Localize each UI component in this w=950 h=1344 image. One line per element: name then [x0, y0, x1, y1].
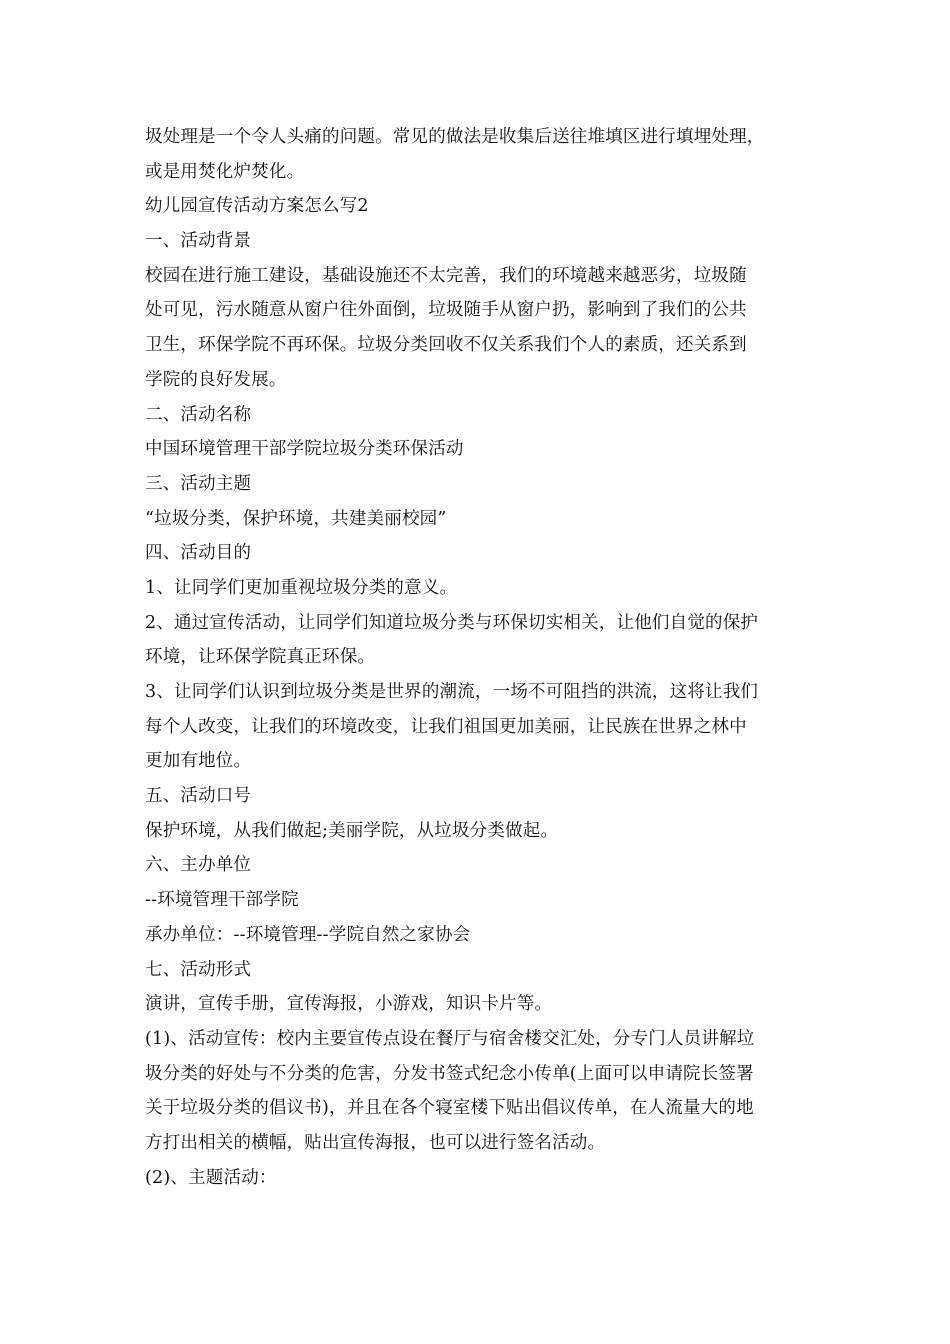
body-line: 处可见，污水随意从窗户往外面倒，垃圾随手从窗户扔，影响到了我们的公共 [145, 300, 747, 321]
heading-organizer: 六、主办单位 [145, 855, 252, 876]
body-line: 环境，让环保学院真正环保。 [145, 647, 376, 668]
heading-background: 一、活动背景 [145, 231, 252, 252]
body-line: 保护环境，从我们做起;美丽学院，从垃圾分类做起。 [145, 820, 559, 841]
body-line: 卫生，环保学院不再环保。垃圾分类回收不仅关系我们个人的素质，还关系到 [145, 335, 747, 356]
body-line: 校园在进行施工建设，基础设施还不太完善，我们的环境越来越恶劣，垃圾随 [145, 265, 747, 286]
body-line: 学院的良好发展。 [145, 369, 287, 390]
body-line: 中国环境管理干部学院垃圾分类环保活动 [145, 439, 464, 460]
list-item: 3、让同学们认识到垃圾分类是世界的潮流，一场不可阻挡的洪流，这将让我们 [145, 682, 759, 702]
list-item: (1)、活动宣传：校内主要宣传点设在餐厅与宿舍楼交汇处，分专门人员讲解垃 [145, 1028, 755, 1049]
body-line: 方打出相关的横幅，贴出宣传海报，也可以进行签名活动。 [145, 1132, 606, 1153]
list-item: 1、让同学们更加重视垃圾分类的意义。 [145, 577, 458, 598]
heading-theme: 三、活动主题 [145, 473, 252, 494]
heading-format: 七、活动形式 [145, 959, 252, 980]
body-line: “垃圾分类，保护环境，共建美丽校园” [145, 508, 447, 529]
body-line: 每个人改变，让我们的环境改变，让我们祖国更加美丽，让民族在世界之林中 [145, 716, 747, 737]
body-line: 演讲，宣传手册，宣传海报，小游戏，知识卡片等。 [145, 994, 553, 1015]
body-line: 或是用焚化炉焚化。 [145, 161, 305, 182]
body-line: 承办单位：--环境管理--学院自然之家协会 [145, 924, 471, 945]
body-line: 圾分类的好处与不分类的危害，分发书签式纪念小传单(上面可以申请院长签署 [145, 1063, 754, 1084]
body-line: 圾处理是一个令人头痛的问题。常见的做法是收集后送往堆填区进行填埋处理， [145, 127, 765, 147]
list-item: 2、通过宣传活动，让同学们知道垃圾分类与环保切实相关，让他们自觉的保护 [145, 612, 759, 633]
document-body [145, 120, 815, 1195]
heading-purpose: 四、活动目的 [145, 543, 252, 564]
section-title: 幼儿园宣传活动方案怎么写2 [145, 196, 369, 217]
list-item: (2)、主题活动： [145, 1167, 277, 1188]
heading-slogan: 五、活动口号 [145, 786, 252, 807]
body-line: 更加有地位。 [145, 751, 252, 772]
heading-activity-name: 二、活动名称 [145, 404, 252, 425]
body-line: 关于垃圾分类的倡议书)，并且在各个寝室楼下贴出倡议传单，在人流量大的地 [145, 1098, 754, 1119]
body-line: --环境管理干部学院 [145, 890, 299, 911]
